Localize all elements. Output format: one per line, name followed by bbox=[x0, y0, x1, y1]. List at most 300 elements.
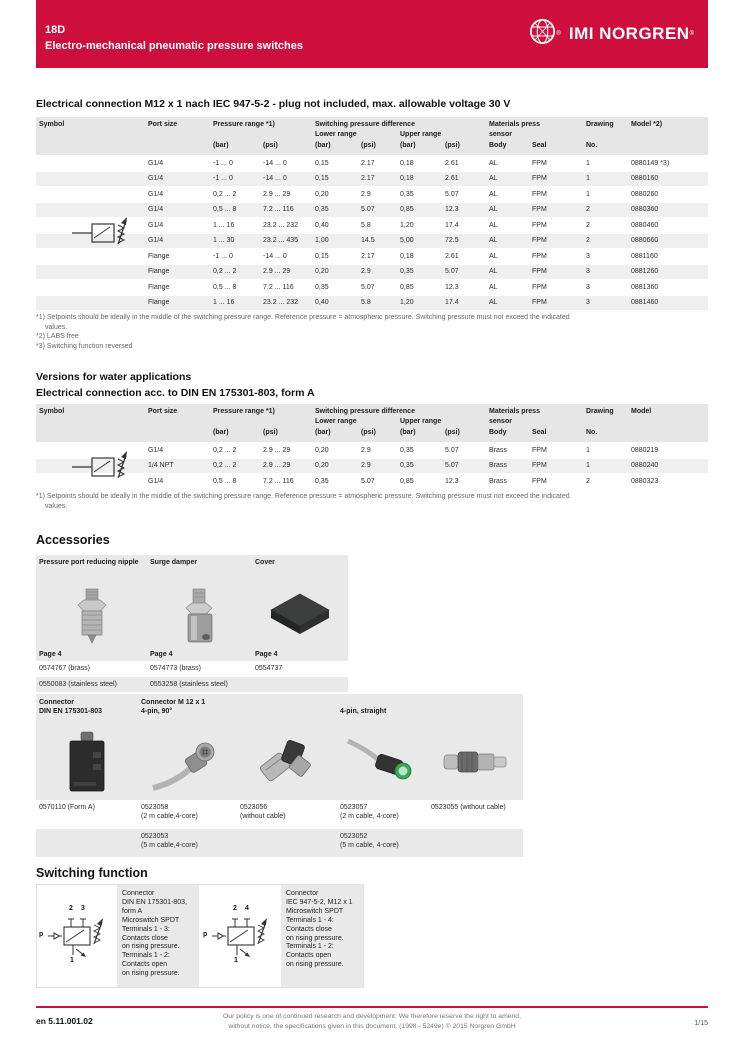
part-number: 0523057 bbox=[340, 804, 368, 811]
switching-text-line: IEC 947-5-2, M12 x 1 bbox=[286, 898, 353, 906]
cell-lpsi: 2.9 bbox=[361, 462, 371, 470]
diagram-p-label: p bbox=[39, 931, 44, 938]
m12-90deg-cable-connector-image bbox=[138, 732, 237, 792]
accessory-part-row bbox=[36, 677, 348, 692]
connector-header-line: DIN EN 175301-803 bbox=[39, 708, 103, 715]
switching-description-din bbox=[117, 885, 199, 987]
accessory-name: Surge damper bbox=[150, 559, 198, 566]
cell-seal: FPM bbox=[532, 477, 547, 485]
m12-90deg-connector-image bbox=[237, 732, 337, 792]
cell-lbar: 0,20 bbox=[315, 446, 329, 454]
col-symbol: Symbol bbox=[39, 408, 65, 415]
cell-lpsi: 14.5 bbox=[361, 237, 375, 245]
cell-drawing: 3 bbox=[586, 283, 590, 291]
cell-drawing: 2 bbox=[586, 477, 590, 485]
cell-model: 0880323 bbox=[631, 477, 659, 485]
section-code: 18D bbox=[45, 24, 66, 36]
cell-model: 0881160 bbox=[631, 252, 658, 260]
col-drawing: Drawing bbox=[586, 408, 614, 415]
m12-straight-connector-image bbox=[428, 742, 523, 782]
footer-rule bbox=[36, 1006, 708, 1008]
col-seal: Seal bbox=[532, 142, 547, 149]
col-no: No. bbox=[586, 142, 598, 149]
col-sensor: sensor bbox=[489, 131, 512, 138]
switching-text-line: Terminals 1 - 4: bbox=[286, 916, 334, 924]
footnote-line: *3) Switching function reversed bbox=[36, 342, 133, 350]
cell-model: 0880260 bbox=[631, 190, 659, 198]
cell-body: AL bbox=[489, 237, 498, 245]
cell-drawing: 1 bbox=[586, 190, 590, 198]
connector-part-row bbox=[36, 800, 523, 828]
col-model: Model *2) bbox=[631, 121, 663, 128]
cell-lbar: 0,20 bbox=[315, 268, 329, 276]
part-number: 0570110 (Form A) bbox=[39, 804, 95, 811]
cell-upsi: 5.07 bbox=[445, 190, 459, 198]
col-model: Model bbox=[631, 408, 652, 415]
cell-model: 0881260 bbox=[631, 268, 659, 276]
cell-drawing: 1 bbox=[586, 175, 590, 183]
connector-header-line: 4-pin, straight bbox=[340, 708, 387, 715]
cell-drawing: 2 bbox=[586, 206, 590, 214]
switching-text-line: Terminals 1 - 3: bbox=[122, 925, 170, 933]
cell-lpsi: 2.17 bbox=[361, 252, 375, 260]
table-row bbox=[36, 264, 708, 280]
cell-seal: FPM bbox=[532, 221, 547, 229]
switching-text-line: Microswitch SPDT bbox=[286, 907, 344, 915]
cell-upsi: 2.61 bbox=[445, 175, 459, 183]
cell-seal: FPM bbox=[532, 299, 547, 307]
table-row bbox=[36, 171, 708, 187]
table1-body bbox=[36, 155, 708, 310]
cell-lpsi: 2.9 bbox=[361, 446, 371, 454]
pressure-switch-table-m12 bbox=[36, 117, 708, 310]
cell-model: 0881460 bbox=[631, 299, 659, 307]
cell-upsi: 2.61 bbox=[445, 159, 459, 167]
cell-seal: FPM bbox=[532, 190, 547, 198]
cell-upsi: 72.5 bbox=[445, 237, 459, 245]
cell-seal: FPM bbox=[532, 283, 547, 291]
cell-body: AL bbox=[489, 283, 498, 291]
cell-bar: 1 ... 16 bbox=[213, 299, 235, 307]
reducing-nipple-image bbox=[36, 587, 147, 645]
table1-footnotes bbox=[36, 313, 570, 351]
unit-psi: (psi) bbox=[361, 429, 376, 436]
cell-seal: FPM bbox=[532, 462, 547, 470]
switching-function-heading: Switching function bbox=[36, 866, 148, 880]
cell-port: G1/4 bbox=[148, 477, 164, 485]
cover-image bbox=[252, 592, 348, 640]
cell-body: Brass bbox=[489, 462, 507, 470]
table1-header bbox=[36, 117, 708, 155]
col-sensor: sensor bbox=[489, 418, 512, 425]
unit-bar: (bar) bbox=[213, 142, 229, 149]
registered-mark: ® bbox=[689, 31, 694, 37]
switching-text-line: form A bbox=[122, 907, 143, 915]
switching-text-line: Contacts open bbox=[286, 952, 332, 960]
cell-psi: 7.2 ... 116 bbox=[263, 206, 294, 214]
cell-psi: 2.9 ... 29 bbox=[263, 190, 291, 198]
pressure-switch-symbol bbox=[70, 213, 145, 249]
cell-lbar: 0,35 bbox=[315, 206, 329, 214]
cell-ubar: 0,85 bbox=[400, 206, 414, 214]
cell-body: AL bbox=[489, 221, 498, 229]
cell-upsi: 17.4 bbox=[445, 299, 459, 307]
cell-model: 0881360 bbox=[631, 283, 659, 291]
unit-psi: (psi) bbox=[361, 142, 376, 149]
accessories-table bbox=[36, 555, 348, 692]
cell-lbar: 0,15 bbox=[315, 175, 329, 183]
pressure-switch-table-water bbox=[36, 404, 708, 489]
cell-lbar: 0,40 bbox=[315, 221, 329, 229]
part-spec: (2 m cable, 4-core) bbox=[340, 813, 399, 820]
switching-diagram-m12 bbox=[201, 885, 281, 987]
col-drawing: Drawing bbox=[586, 121, 614, 128]
cell-ubar: 0,18 bbox=[400, 175, 414, 183]
cell-lpsi: 2.9 bbox=[361, 190, 371, 198]
header-bar bbox=[36, 0, 708, 68]
cell-port: Flange bbox=[148, 299, 170, 307]
table-row bbox=[36, 295, 708, 311]
unit-bar: (bar) bbox=[400, 429, 416, 436]
cell-model: 0880219 bbox=[631, 446, 659, 454]
cell-psi: 7.2 ... 116 bbox=[263, 477, 294, 485]
switching-text-line: Connector bbox=[122, 890, 155, 897]
connector-header bbox=[138, 694, 237, 724]
connector-names-row bbox=[36, 694, 523, 724]
col-switching-diff: Switching pressure difference bbox=[315, 408, 415, 415]
cell-bar: -1 ... 0 bbox=[213, 175, 233, 183]
cell-body: AL bbox=[489, 268, 498, 276]
cell-bar: 1 ... 30 bbox=[213, 237, 235, 245]
cell-ubar: 1,20 bbox=[400, 221, 414, 229]
part-number: 0523052 bbox=[340, 833, 368, 840]
cell-lbar: 0,20 bbox=[315, 190, 329, 198]
cell-seal: FPM bbox=[532, 206, 547, 214]
table-row bbox=[36, 186, 708, 202]
switching-text-line: Microswitch SPDT bbox=[122, 916, 180, 924]
unit-bar: (bar) bbox=[315, 142, 331, 149]
connector-images-row bbox=[36, 724, 523, 800]
page-title: Electro-mechanical pneumatic pressure switches bbox=[45, 40, 303, 52]
m12-straight-cable-connector-image bbox=[337, 735, 428, 790]
terminal-label: 4 bbox=[245, 905, 249, 912]
cell-upsi: 12.3 bbox=[445, 477, 459, 485]
switching-text-line: Contacts open bbox=[122, 961, 168, 969]
cell-body: Brass bbox=[489, 477, 507, 485]
switching-text-line: Terminals 1 - 2: bbox=[122, 952, 170, 960]
registered-mark: ® bbox=[556, 31, 561, 37]
terminal-label: 1 bbox=[234, 957, 238, 964]
table-row bbox=[36, 155, 708, 171]
footnote-line: values. bbox=[45, 502, 68, 510]
cell-model: 0880160 bbox=[631, 175, 659, 183]
cell-port: G1/4 bbox=[148, 175, 164, 183]
cell-seal: FPM bbox=[532, 159, 547, 167]
accessory-name: Pressure port reducing nipple bbox=[39, 559, 139, 566]
switching-text-line: on rising pressure. bbox=[286, 961, 344, 969]
cell-model: 0880460 bbox=[631, 221, 659, 229]
cell-lbar: 1,00 bbox=[315, 237, 329, 245]
table2-title-1: Versions for water applications bbox=[36, 371, 192, 383]
cell-psi: -14 ... 0 bbox=[263, 159, 287, 167]
cell-lbar: 0,40 bbox=[315, 299, 329, 307]
unit-bar: (bar) bbox=[400, 142, 416, 149]
cell-lpsi: 5.07 bbox=[361, 283, 375, 291]
cell-upsi: 17.4 bbox=[445, 221, 459, 229]
cell-lpsi: 2.9 bbox=[361, 268, 371, 276]
col-body: Body bbox=[489, 429, 507, 436]
table-row bbox=[36, 279, 708, 295]
cell-port: G1/4 bbox=[148, 221, 164, 229]
cell-lbar: 0,35 bbox=[315, 477, 329, 485]
cell-lbar: 0,20 bbox=[315, 462, 329, 470]
cell-port: 1/4 NPT bbox=[148, 462, 174, 470]
brand-logo bbox=[529, 20, 694, 48]
unit-psi: (psi) bbox=[263, 429, 278, 436]
unit-bar: (bar) bbox=[213, 429, 229, 436]
switching-text-line: on rising pressure. bbox=[122, 970, 180, 978]
part-number: 0574773 (brass) bbox=[150, 665, 201, 672]
cell-upsi: 12.3 bbox=[445, 206, 459, 214]
cell-body: AL bbox=[489, 190, 498, 198]
cell-upsi: 5.07 bbox=[445, 268, 459, 276]
col-materials: Materials press bbox=[489, 408, 540, 415]
cell-ubar: 0,85 bbox=[400, 477, 414, 485]
part-spec: (5 m cable,4-core) bbox=[141, 842, 198, 849]
cell-bar: 0,5 ... 8 bbox=[213, 206, 237, 214]
part-number: 0523056 bbox=[240, 804, 268, 811]
cell-lpsi: 2.17 bbox=[361, 175, 375, 183]
cell-port: G1/4 bbox=[148, 190, 164, 198]
part-number: 0523053 bbox=[141, 833, 169, 840]
diagram-p-label: p bbox=[203, 931, 208, 938]
cell-bar: 0,2 ... 2 bbox=[213, 446, 237, 454]
policy-line: Our policy is one of continued research and development. We therefore reserve the right to amend, bbox=[223, 1013, 521, 1020]
footnote-line: *2) LABS free bbox=[36, 333, 79, 340]
cell-upsi: 5.07 bbox=[445, 446, 459, 454]
accessory-part-row bbox=[36, 661, 348, 676]
cell-bar: -1 ... 0 bbox=[213, 159, 233, 167]
table2-title-2: Electrical connection acc. to DIN EN 175301-803, form A bbox=[36, 387, 315, 399]
cell-seal: FPM bbox=[532, 237, 547, 245]
din-connector-image bbox=[36, 730, 138, 794]
cell-port: Flange bbox=[148, 283, 170, 291]
cell-ubar: 1,20 bbox=[400, 299, 414, 307]
cell-drawing: 3 bbox=[586, 268, 590, 276]
part-number: 0523055 (without cable) bbox=[431, 804, 506, 811]
cell-ubar: 0,35 bbox=[400, 462, 414, 470]
connectors-table bbox=[36, 694, 523, 857]
table2-footnotes bbox=[36, 492, 570, 511]
cell-bar: 0,2 ... 2 bbox=[213, 268, 237, 276]
document-reference: en 5.11.001.02 bbox=[36, 1016, 93, 1026]
cell-lbar: 0,35 bbox=[315, 283, 329, 291]
table2-header bbox=[36, 404, 708, 442]
switching-text-line: on rising pressure. bbox=[122, 943, 180, 951]
cell-ubar: 0,35 bbox=[400, 190, 414, 198]
page-ref: Page 4 bbox=[150, 650, 173, 658]
cell-drawing: 2 bbox=[586, 221, 590, 229]
cell-ubar: 0,18 bbox=[400, 159, 414, 167]
cell-body: AL bbox=[489, 206, 498, 214]
col-lower-range: Lower range bbox=[315, 418, 357, 425]
cell-seal: FPM bbox=[532, 268, 547, 276]
switching-text-line: Contacts close bbox=[122, 934, 168, 942]
pressure-switch-symbol bbox=[70, 447, 145, 483]
cell-psi: -14 ... 0 bbox=[263, 252, 287, 260]
footnote-line: *1) Setpoints should be ideally in the middle of the switching pressure range. Reference pressure = atmospheric pressure. Switching pressure must not exceed the indicated bbox=[36, 493, 570, 500]
page-number: 1/15 bbox=[694, 1020, 708, 1027]
connector-part-row bbox=[36, 829, 523, 857]
switching-description-m12 bbox=[281, 885, 363, 987]
col-seal: Seal bbox=[532, 429, 547, 436]
policy-line: without notice, the specifications given in this document. (1998 - 5249e) © 2015 Norgren GmbH bbox=[228, 1023, 516, 1030]
cell-body: AL bbox=[489, 299, 498, 307]
cell-psi: 23.2 ... 232 bbox=[263, 299, 299, 307]
footnote-line: values. bbox=[45, 323, 68, 331]
cell-lpsi: 5.8 bbox=[361, 299, 371, 307]
terminal-label: 2 bbox=[233, 905, 237, 912]
switching-text-line: on rising pressure. bbox=[286, 934, 344, 942]
cell-body: AL bbox=[489, 159, 498, 167]
cell-psi: 2.9 ... 29 bbox=[263, 446, 291, 454]
part-number: 0550083 (stainless steel) bbox=[39, 681, 117, 688]
cell-ubar: 5,00 bbox=[400, 237, 414, 245]
cell-lbar: 0,15 bbox=[315, 252, 329, 260]
cell-port: G1/4 bbox=[148, 237, 164, 245]
connector-header-line: Connector M 12 x 1 bbox=[141, 699, 206, 706]
cell-psi: 7.2 ... 116 bbox=[263, 283, 294, 291]
cell-bar: 0,2 ... 2 bbox=[213, 190, 237, 198]
table2-body bbox=[36, 442, 708, 489]
accessory-images-row bbox=[36, 585, 348, 647]
cell-bar: 0,2 ... 2 bbox=[213, 462, 237, 470]
unit-bar: (bar) bbox=[315, 429, 331, 436]
cell-drawing: 3 bbox=[586, 252, 590, 260]
col-upper-range: Upper range bbox=[400, 418, 442, 425]
policy-statement bbox=[170, 1012, 574, 1032]
cell-drawing: 1 bbox=[586, 446, 590, 454]
cell-model: 0880240 bbox=[631, 462, 659, 470]
part-spec: (without cable) bbox=[240, 813, 286, 820]
cell-port: G1/4 bbox=[148, 206, 164, 214]
cell-lpsi: 5.07 bbox=[361, 477, 375, 485]
cell-drawing: 2 bbox=[586, 237, 590, 245]
terminal-label: 2 bbox=[69, 905, 73, 912]
cell-lpsi: 2.17 bbox=[361, 159, 375, 167]
cell-ubar: 0,35 bbox=[400, 446, 414, 454]
switching-function-table bbox=[36, 884, 364, 988]
cell-seal: FPM bbox=[532, 252, 547, 260]
accessory-names-row bbox=[36, 555, 348, 585]
cell-drawing: 1 bbox=[586, 462, 590, 470]
cell-model: 0880360 bbox=[631, 206, 659, 214]
cell-port: Flange bbox=[148, 252, 170, 260]
cell-lpsi: 5.07 bbox=[361, 206, 375, 214]
surge-damper-image bbox=[147, 587, 252, 645]
cell-ubar: 0,18 bbox=[400, 252, 414, 260]
cell-drawing: 1 bbox=[586, 159, 590, 167]
part-spec: (2 m cable,4-core) bbox=[141, 813, 198, 820]
switching-text-line: Connector bbox=[286, 890, 319, 897]
cell-port: G1/4 bbox=[148, 159, 164, 167]
cell-upsi: 2.61 bbox=[445, 252, 459, 260]
table1-title: Electrical connection M12 x 1 nach IEC 947-5-2 - plug not included, max. allowable voltage 30 V bbox=[36, 98, 511, 110]
cell-bar: 0,5 ... 8 bbox=[213, 283, 237, 291]
cell-psi: 23.2 ... 435 bbox=[263, 237, 299, 245]
footnote-line: *1) Setpoints should be ideally in the middle of the switching pressure range. Reference pressure = atmospheric pressure. Switching pressure must not exceed the indicated bbox=[36, 314, 570, 321]
terminal-label: 1 bbox=[70, 957, 74, 964]
terminal-label: 3 bbox=[81, 905, 85, 912]
col-no: No. bbox=[586, 429, 598, 436]
cell-lbar: 0,15 bbox=[315, 159, 329, 167]
cell-body: AL bbox=[489, 175, 498, 183]
connector-header-line: Connector bbox=[39, 699, 74, 706]
cell-upsi: 12.3 bbox=[445, 283, 459, 291]
connector-header bbox=[337, 694, 428, 724]
cell-ubar: 0,85 bbox=[400, 283, 414, 291]
switching-text-line: Contacts close bbox=[286, 925, 332, 933]
part-number: 0554737 bbox=[255, 665, 283, 672]
unit-psi: (psi) bbox=[445, 429, 460, 436]
cell-psi: -14 ... 0 bbox=[263, 175, 287, 183]
globe-logo-icon bbox=[529, 18, 556, 50]
accessory-name: Cover bbox=[255, 559, 275, 566]
cell-body: Brass bbox=[489, 446, 507, 454]
col-pressure-range: Pressure range *1) bbox=[213, 408, 275, 415]
col-pressure-range: Pressure range *1) bbox=[213, 121, 275, 128]
switching-diagram-din bbox=[37, 885, 117, 987]
cell-seal: FPM bbox=[532, 446, 547, 454]
cell-drawing: 3 bbox=[586, 299, 590, 307]
cell-lpsi: 5.8 bbox=[361, 221, 371, 229]
brand-name: IMI NORGREN bbox=[568, 24, 690, 43]
connector-header-line: 4-pin, 90° bbox=[141, 708, 173, 715]
unit-psi: (psi) bbox=[263, 142, 278, 149]
cell-psi: 2.9 ... 29 bbox=[263, 462, 291, 470]
page-ref: Page 4 bbox=[39, 650, 62, 658]
part-number: 0574767 (brass) bbox=[39, 665, 90, 672]
col-lower-range: Lower range bbox=[315, 131, 357, 138]
page-ref: Page 4 bbox=[255, 650, 278, 658]
cell-psi: 23.2 ... 232 bbox=[263, 221, 299, 229]
col-symbol: Symbol bbox=[39, 121, 65, 128]
col-port-size: Port size bbox=[148, 408, 178, 415]
part-number: 0523058 bbox=[141, 804, 169, 811]
cell-bar: 1 ... 16 bbox=[213, 221, 235, 229]
col-switching-diff: Switching pressure difference bbox=[315, 121, 415, 128]
accessories-heading: Accessories bbox=[36, 533, 110, 547]
cell-ubar: 0,35 bbox=[400, 268, 414, 276]
cell-psi: 2.9 ... 29 bbox=[263, 268, 291, 276]
switching-text-line: Terminals 1 - 2: bbox=[286, 943, 334, 951]
cell-port: G1/4 bbox=[148, 446, 164, 454]
table-row bbox=[36, 248, 708, 264]
cell-model: 0880149 *3) bbox=[631, 159, 670, 167]
part-number: 0553258 (stainless steel) bbox=[150, 681, 228, 688]
cell-upsi: 5.07 bbox=[445, 462, 459, 470]
connector-header bbox=[36, 694, 138, 724]
unit-psi: (psi) bbox=[445, 142, 460, 149]
cell-bar: -1 ... 0 bbox=[213, 252, 233, 260]
accessory-page-row bbox=[36, 647, 348, 661]
cell-model: 0880660 bbox=[631, 237, 659, 245]
cell-bar: 0,5 ... 8 bbox=[213, 477, 237, 485]
col-port-size: Port size bbox=[148, 121, 178, 128]
col-body: Body bbox=[489, 142, 507, 149]
col-upper-range: Upper range bbox=[400, 131, 442, 138]
cell-body: AL bbox=[489, 252, 498, 260]
